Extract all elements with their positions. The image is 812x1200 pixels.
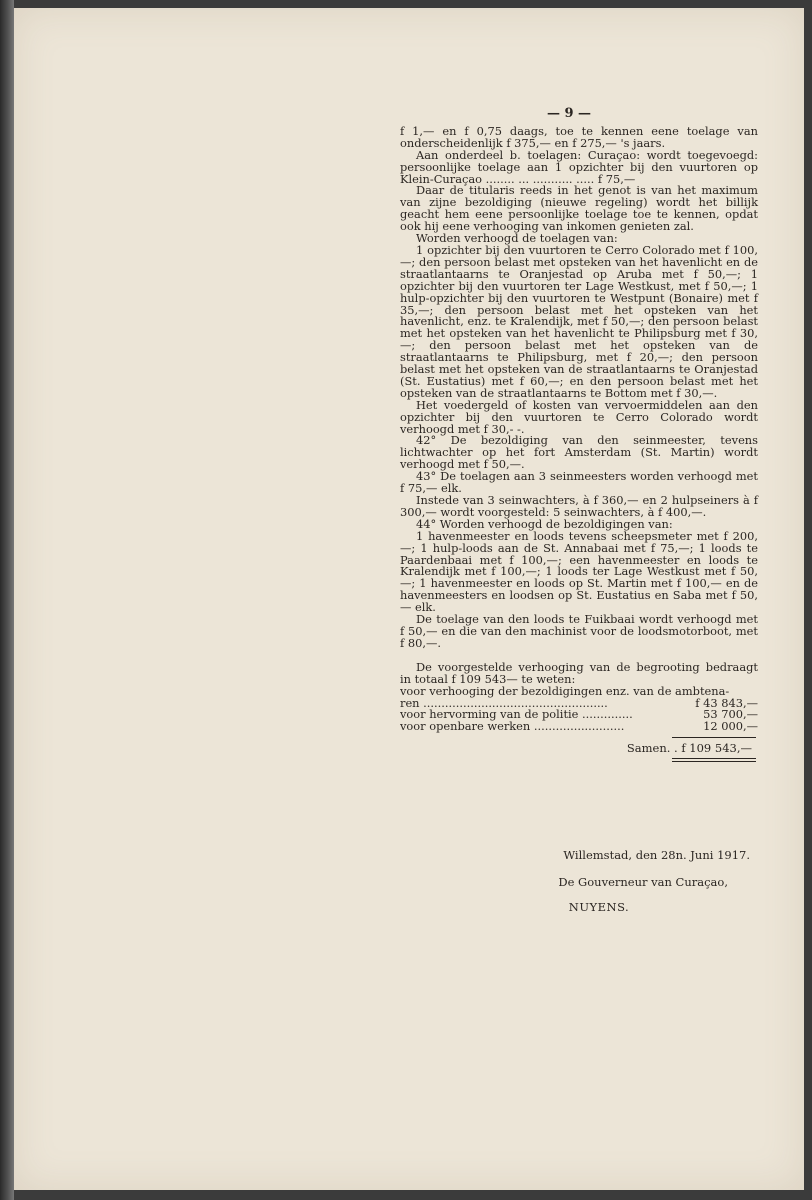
binding-edge <box>0 0 14 1200</box>
signatory-title: De Gouverneur van Curaçao, <box>558 875 728 889</box>
paragraph-2: Aan onderdeel b. toelagen: Curaçao: wordt toegevoegd: persoonlijke toelage aan 1 opzichter bij den vuurtoren op Klein-Curaçao ........ ... ........... ..... f 75,— <box>400 147 758 186</box>
paragraph-10: 44° Worden verhoogd de bezoldigingen van: <box>416 516 673 531</box>
paragraph-7: 42° De bezoldiging van den seinmeester, tevens lichtwachter op het fort Amsterdam (St. Martin) wordt verhoogd met f 50,—. <box>400 433 758 472</box>
budget-row-label: voor openbare werken ......................... <box>400 721 625 734</box>
paragraph-8: 43° De toelagen aan 3 seinmeesters worden verhoogd met f 75,— elk. <box>400 469 758 496</box>
place-date: Willemstad, den 28n. Juni 1917. <box>563 848 750 862</box>
budget-row-label: ren ................................................... <box>400 697 608 710</box>
paragraph-5: 1 opzichter bij den vuurtoren te Cerro Colorado met f 100,—; den persoon belast met opsteken van het havenlicht en de straatlantaarns te Oranjestad op Aruba met f 50,—; 1 opzichter bij den vuurtoren ter Lage Westkust, met f 50,—; 1 hulp-opzichter bij den vuurtoren te Westpunt (Bonaire) met f 35,—; den persoon belast met het opsteken van het havenlicht, enz. te Kralendijk, met f 50,—; den persoon belast met het opsteken van het havenlicht te Philipsburg met f 30,—; den persoon belast met het opsteken van de straatlantaarns te Philipsburg, met f 20,—; den persoon belast met het opsteken van de straatlantaarns te Oranjestad (St. Eustatius) met f 60,—; en den persoon belast met het opsteken van de straatlantaarns te Bottom met f 30,—. <box>400 242 758 400</box>
budget-row-label: voor hervorming van de politie .............. <box>400 709 633 722</box>
budget-row-label: voor verhooging der bezoldigingen enz. van de ambtena- <box>400 685 730 698</box>
budget-row <box>400 721 758 733</box>
budget-row-amount: 12 000,— <box>703 719 758 734</box>
sum-rule <box>672 737 756 738</box>
paragraph-3: Daar de titularis reeds in het genot is van het maximum van zijne bezoldiging (nieuwe regeling) wordt het billijk geacht hem eene persoonlijke toelage toe te kennen, opdat ook hij eene verhooging van inkomen genieten zal. <box>400 183 758 234</box>
paragraph-9: Instede van 3 seinwachters, à f 360,— en 2 hulpseiners à f 300,— wordt voorgesteld: 5 seinwachters, à f 400,—. <box>400 493 758 519</box>
total-intro: De voorgestelde verhooging van de begrooting bedraagt in totaal f 109 543— te weten: <box>400 659 758 686</box>
paragraph-6: Het voedergeld of kosten van vervoermiddelen aan den opzichter bij den vuurtoren te Cerro Colorado wordt verhoogd met f 30,- -. <box>400 397 758 436</box>
budget-row-amount: 53 700,— <box>703 707 758 722</box>
paragraph-1: f 1,— en f 0,75 daags, toe te kennen eene toelage van onderscheidenlijk f 375,— en f 275,— 's jaars. <box>400 123 758 150</box>
paragraph-11: 1 havenmeester en loods tevens scheepsmeter met f 200,—; 1 hulp-loods aan de St. Annabaai met f 75,—; 1 loods te Paardenbaai met f 100,—; een havenmeester en loods te Kralendijk met f 100,—; 1 loods ter Lage Westkust met f 50,—; 1 havenmeester en loods op St. Martin met f 100,— en de havenmeesters en loodsen op St. Eustatius en Saba met f 50,— elk. <box>400 528 758 615</box>
sum-double-rule-bottom <box>672 761 756 762</box>
paragraph-4: Worden verhoogd de toelagen van: <box>416 231 618 246</box>
budget-row-amount: f 43 843,— <box>695 695 758 710</box>
sum-total: Samen. . f 109 543,— <box>626 741 752 756</box>
page-number: — 9 — <box>546 106 592 121</box>
sum-area <box>400 737 758 765</box>
signatory-name: NUYENS. <box>568 900 630 914</box>
paragraph-12: De toelage van den loods te Fuikbaai wordt verhoogd met f 50,— en die van den machinist voor de loodsmotorboot, met f 80,—. <box>400 612 758 650</box>
sum-double-rule-top <box>672 758 756 759</box>
main-text-column <box>400 108 758 765</box>
